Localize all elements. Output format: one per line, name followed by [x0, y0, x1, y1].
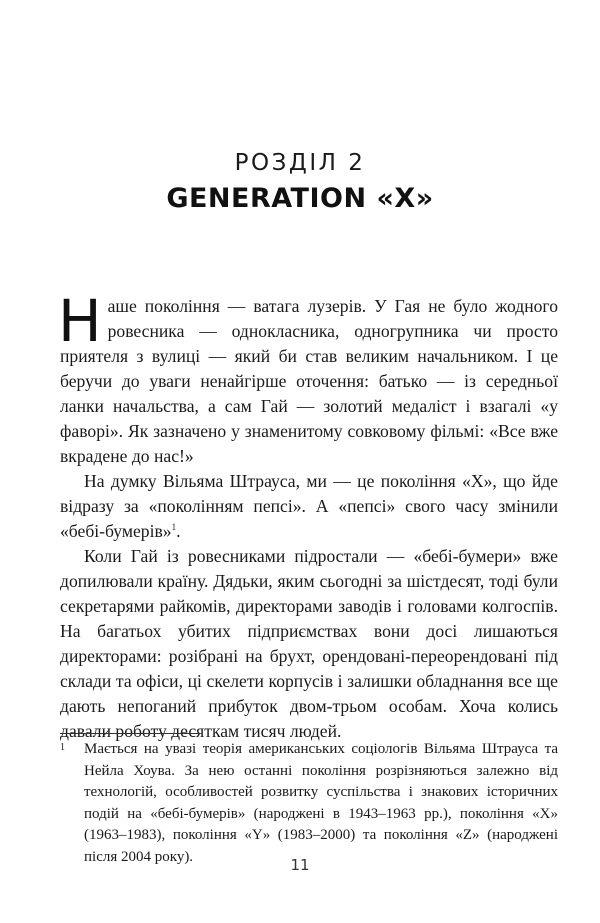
paragraph-1-text: аше покоління — ватага лузерів. У Гая не було жодного ровесника — однокласника, одногрупника чи просто приятеля з вулиці — який би став великим начальником. І це беручи до уваги ненайгірше оточення: батько — із середньої ланки начальства, а сам Гай — золотий медаліст і взагалі «у фаворі». Як зазначено у знаменитому совковому фільмі: «Все вже вкрадене до нас!» [60, 296, 558, 466]
paragraph-2-end: . [176, 521, 181, 541]
footnote-marker: 1 [60, 742, 65, 753]
body-text [58, 287, 558, 744]
footnote-divider [60, 733, 200, 734]
footnote [60, 739, 558, 868]
chapter-label: РОЗДІЛ 2 [234, 150, 366, 176]
paragraph-3: Коли Гай із ровесниками підростали — «бебі-бумери» вже допилювали країну. Дядьки, яким сьогодні за шістдесят, тоді були секретарями райкомів, директорами заводів і головами колгоспів. На багатьох убитих підприємствах вони досі лишаються директорами: розібрані на брухт, орендовані-переорендовані під склади та офіси, ці скелети корпусів і залишки обладнання все ще дають непоганий прибуток двом-трьом особам. Хоча колись давали роботу десяткам тисяч людей. [60, 546, 558, 741]
drop-cap: Н [58, 287, 102, 355]
footnote-reference[interactable]: 1 [171, 522, 177, 533]
chapter-title: GENERATION «Х» [166, 183, 434, 214]
paragraph-2-text: На думку Вільяма Штрауса, ми — це покоління «Х», що йде відразу за «поколінням пепсі». А «пепсі» свого часу змінили «бебі-бумерів» [60, 471, 558, 541]
page-number: 11 [290, 856, 310, 874]
footnote-text: Мається на увазі теорія американських соціологів Вільяма Штрауса та Нейла Хоува. За нею останні покоління розрізняються залежно від технологій, особливостей розвитку суспільства і знакових історичних подій на «бебі-бумерів» (народжені в 1943–1963 рр.), покоління «Х» (1963–1983), покоління «Y» (1983–2000) та покоління «Z» (народжені після 2004 року). [84, 741, 558, 865]
paragraph-1 [58, 287, 558, 469]
paragraph-2 [60, 469, 558, 544]
